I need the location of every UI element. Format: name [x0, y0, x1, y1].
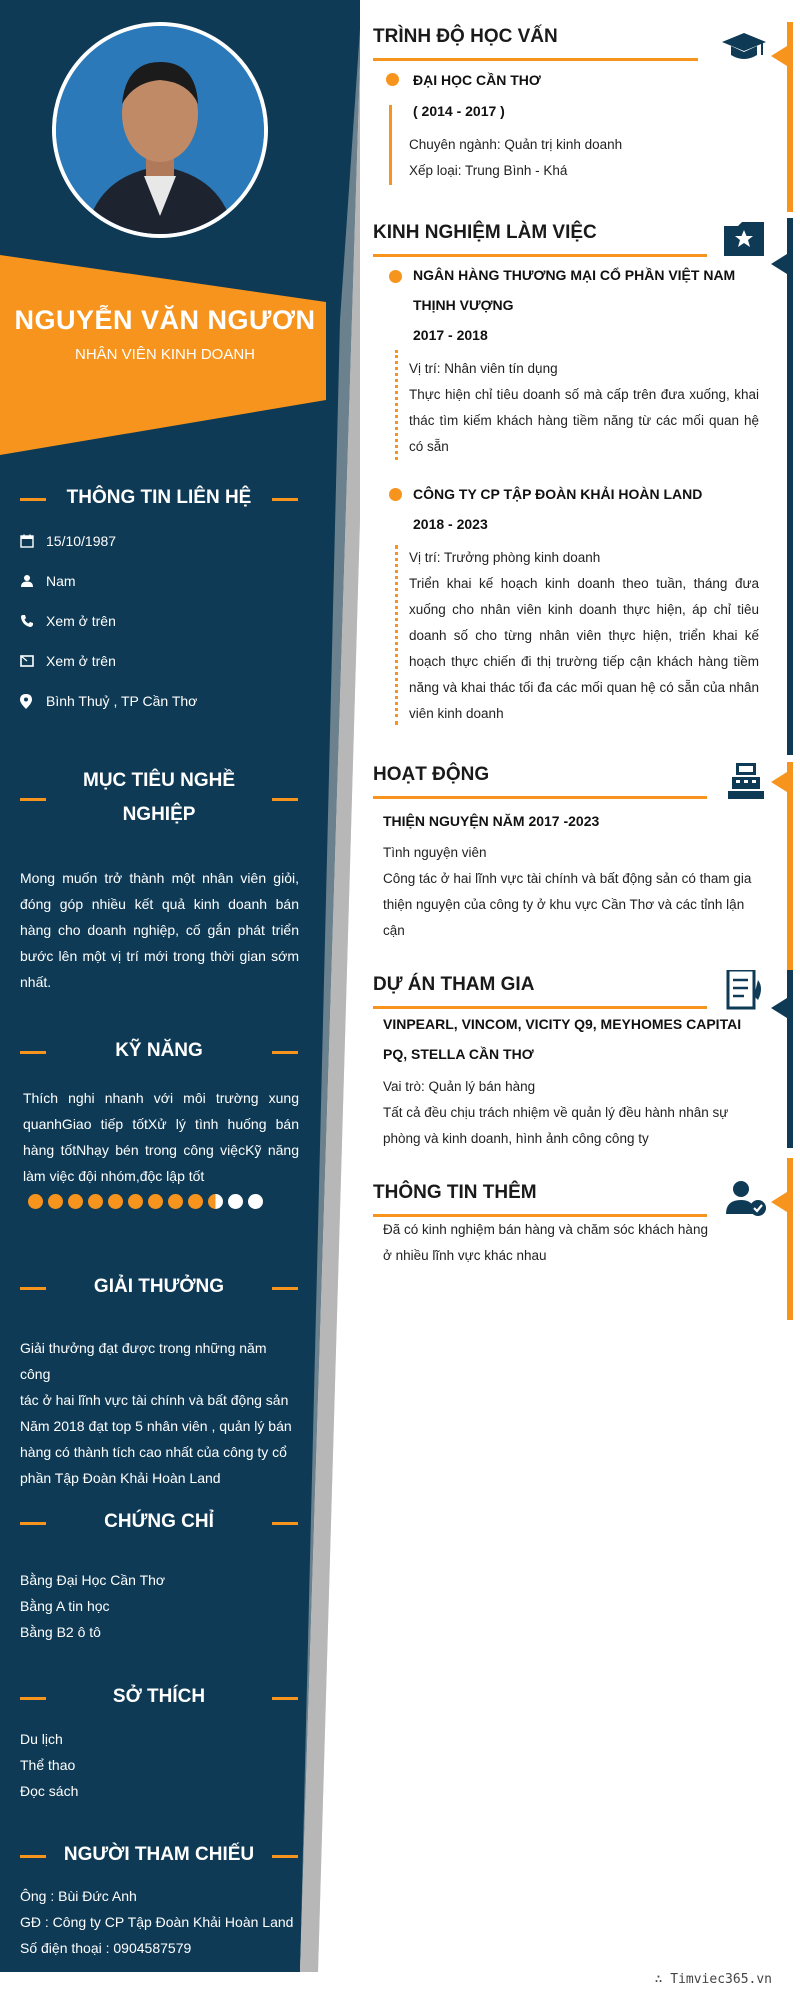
- timeline-bullet: [389, 270, 402, 283]
- section-marker: [787, 970, 793, 1148]
- person-icon: [20, 574, 46, 588]
- list-item: Bằng Đại Học Cần Thơ: [20, 1572, 166, 1588]
- skills-heading: KỸ NĂNG: [20, 1034, 298, 1068]
- activity-name: THIỆN NGUYỆN NĂM 2017 -2023: [383, 813, 600, 829]
- contact-birthday: 15/10/1987: [20, 521, 300, 561]
- rating-dot: [128, 1194, 143, 1209]
- section-pointer: [771, 772, 787, 792]
- more-info-text: Đã có kinh nghiệm bán hàng và chăm sóc khách hàng ở nhiều lĩnh vực khác nhau: [383, 1222, 708, 1263]
- contact-heading: THÔNG TIN LIÊN HỆ: [20, 481, 298, 515]
- rating-dot: [88, 1194, 103, 1209]
- timeline-line: [389, 105, 392, 185]
- contact-gender: Nam: [20, 561, 300, 601]
- projects-heading: DỰ ÁN THAM GIA: [373, 974, 753, 996]
- avatar: [52, 22, 268, 238]
- list-item: Đọc sách: [20, 1783, 79, 1799]
- calendar-icon: [20, 534, 46, 548]
- section-pointer: [771, 998, 787, 1018]
- section-marker: [787, 218, 793, 755]
- objective-heading: MỤC TIÊU NGHỀ NGHIỆP: [20, 764, 298, 832]
- footer-brand: ∴ Timviec365.vn: [654, 1972, 772, 1987]
- section-marker: [787, 1158, 793, 1320]
- sidebar: [0, 0, 360, 1972]
- rating-dot: [148, 1194, 163, 1209]
- references-heading: NGƯỜI THAM CHIẾU: [20, 1838, 298, 1872]
- list-item: GĐ : Công ty CP Tập Đoàn Khải Hoàn Land: [20, 1914, 294, 1930]
- rating-dot: [248, 1194, 263, 1209]
- activities-heading: HOẠT ĐỘNG: [373, 764, 753, 786]
- timeline-line: [395, 545, 398, 725]
- section-marker: [787, 762, 793, 970]
- logo-icon: ∴: [654, 1972, 671, 1987]
- person-check-icon: [726, 1180, 766, 1216]
- job-company: NGÂN HÀNG THƯƠNG MẠI CỔ PHẦN VIỆT NAM THỊNH VƯỢNG 2017 - 2018: [413, 267, 736, 343]
- hobbies-heading: SỞ THÍCH: [20, 1680, 298, 1714]
- project-details: Vai trò: Quản lý bán hàng Tất cả đều chịu trách nhiệm về quản lý đều hành nhân sự phòng và kinh doanh, hình ảnh công công ty: [383, 1079, 729, 1146]
- section-pointer: [771, 1192, 787, 1212]
- section-pointer: [771, 254, 787, 274]
- experience-heading: KINH NGHIỆM LÀM VIỆC: [373, 222, 753, 244]
- contact-address: Bình Thuỷ , TP Cần Thơ: [20, 681, 300, 721]
- contact-email: Xem ở trên: [20, 641, 300, 681]
- list-item: Thể thao: [20, 1757, 76, 1773]
- awards-text: Giải thưởng đạt được trong những năm công tác ở hai lĩnh vực tài chính và bất động sản Năm 2018 đạt top 5 nhân viên , quản lý bán hàng có thành tích cao nhất của công ty cổ phần Tập Đoàn Khải Hoàn Land: [20, 1340, 292, 1486]
- skills-text: Thích nghi nhanh với môi trường xung quanhGiao tiếp tốtXử lý tình huống bán hàng tốtNhạy bén trong công việcKỹ năng làm việc đội nhóm,độc lập tốt: [23, 1090, 299, 1184]
- rating-dot: [168, 1194, 183, 1209]
- project-name: VINPEARL, VINCOM, VICITY Q9, MEYHOMES CAPITAI PQ, STELLA CẦN THƠ: [383, 1016, 742, 1062]
- timeline-line: [395, 350, 398, 460]
- section-pointer: [771, 46, 787, 66]
- rating-dot: [108, 1194, 123, 1209]
- contact-phone: Xem ở trên: [20, 601, 300, 641]
- activity-details: Tình nguyện viên Công tác ở hai lĩnh vực tài chính và bất động sản có tham gia thiện nguyện của công ty ở khu vực Cần Thơ và các tỉnh lận cận: [383, 845, 752, 938]
- cash-register-icon: [728, 763, 764, 799]
- timeline-bullet: [389, 488, 402, 501]
- certificates-list: [20, 1567, 299, 1645]
- job-details: Vị trí: Trưởng phòng kinh doanh Triển khai kế hoạch kinh doanh theo tuần, tháng đưa xuống cho nhân viên kinh doanh thực hiện, áp chỉ tiêu doanh số cho từng nhân viên thực hiện, triển khai kế hoạch thực chiến đi thị trường tiếp cận khách hàng tiềm năng và khai thác tối đa các mối quan hệ có sẵn của nhân viên kinh doanh: [409, 550, 759, 721]
- email-icon: [20, 655, 46, 667]
- more-info-heading: THÔNG TIN THÊM: [373, 1182, 753, 1204]
- contact-list: [20, 521, 300, 721]
- list-item: Bằng A tin học: [20, 1598, 110, 1614]
- list-item: Du lịch: [20, 1731, 63, 1747]
- references-list: [20, 1883, 299, 1961]
- phone-icon: [20, 614, 46, 628]
- hobbies-list: [20, 1726, 299, 1804]
- school-period: ( 2014 - 2017 ): [413, 103, 505, 119]
- section-marker: [787, 22, 793, 212]
- rating-dot: [228, 1194, 243, 1209]
- list-item: Bằng B2 ô tô: [20, 1624, 101, 1640]
- name-banner: [0, 305, 330, 363]
- education-heading: TRÌNH ĐỘ HỌC VẤN: [373, 26, 753, 48]
- location-icon: [20, 694, 46, 709]
- awards-heading: GIẢI THƯỞNG: [20, 1270, 298, 1304]
- rating-dot: [48, 1194, 63, 1209]
- rating-dot: [208, 1194, 223, 1209]
- list-item: Số điện thoại : 0904587579: [20, 1940, 192, 1956]
- skill-rating: [28, 1194, 263, 1209]
- rating-dot: [68, 1194, 83, 1209]
- school-name: ĐẠI HỌC CẦN THƠ: [413, 72, 541, 88]
- checklist-rocket-icon: [726, 970, 764, 1010]
- job-company: CÔNG TY CP TẬP ĐOÀN KHẢI HOÀN LAND 2018 - 2023: [413, 486, 703, 532]
- certificates-heading: CHỨNG CHỈ: [20, 1505, 298, 1539]
- list-item: Ông : Bùi Đức Anh: [20, 1888, 137, 1904]
- objective-text: Mong muốn trở thành một nhân viên giỏi, đóng góp nhiều kết quả kinh doanh bán hàng cho doanh nghiệp, cố gắn phát triển bước lên một vị trí mới trong thời gian sớm nhất.: [20, 870, 299, 990]
- job-title: NHÂN VIÊN KINH DOANH: [74, 346, 256, 363]
- rating-dot: [28, 1194, 43, 1209]
- job-details: Vị trí: Nhân viên tín dụng Thực hiện chỉ tiêu doanh số mà cấp trên đưa xuống, khai thác tìm kiếm khách hàng tiềm năng từ các mối quan hệ có sẵn: [409, 361, 759, 454]
- rating-dot: [188, 1194, 203, 1209]
- timeline-bullet: [386, 73, 399, 86]
- graduation-cap-icon: [722, 33, 766, 63]
- full-name: NGUYỄN VĂN NGƯƠN: [14, 305, 316, 335]
- education-details: Chuyên ngành: Quản trị kinh doanh Xếp loại: Trung Bình - Khá: [409, 137, 623, 178]
- star-folder-icon: [724, 222, 764, 256]
